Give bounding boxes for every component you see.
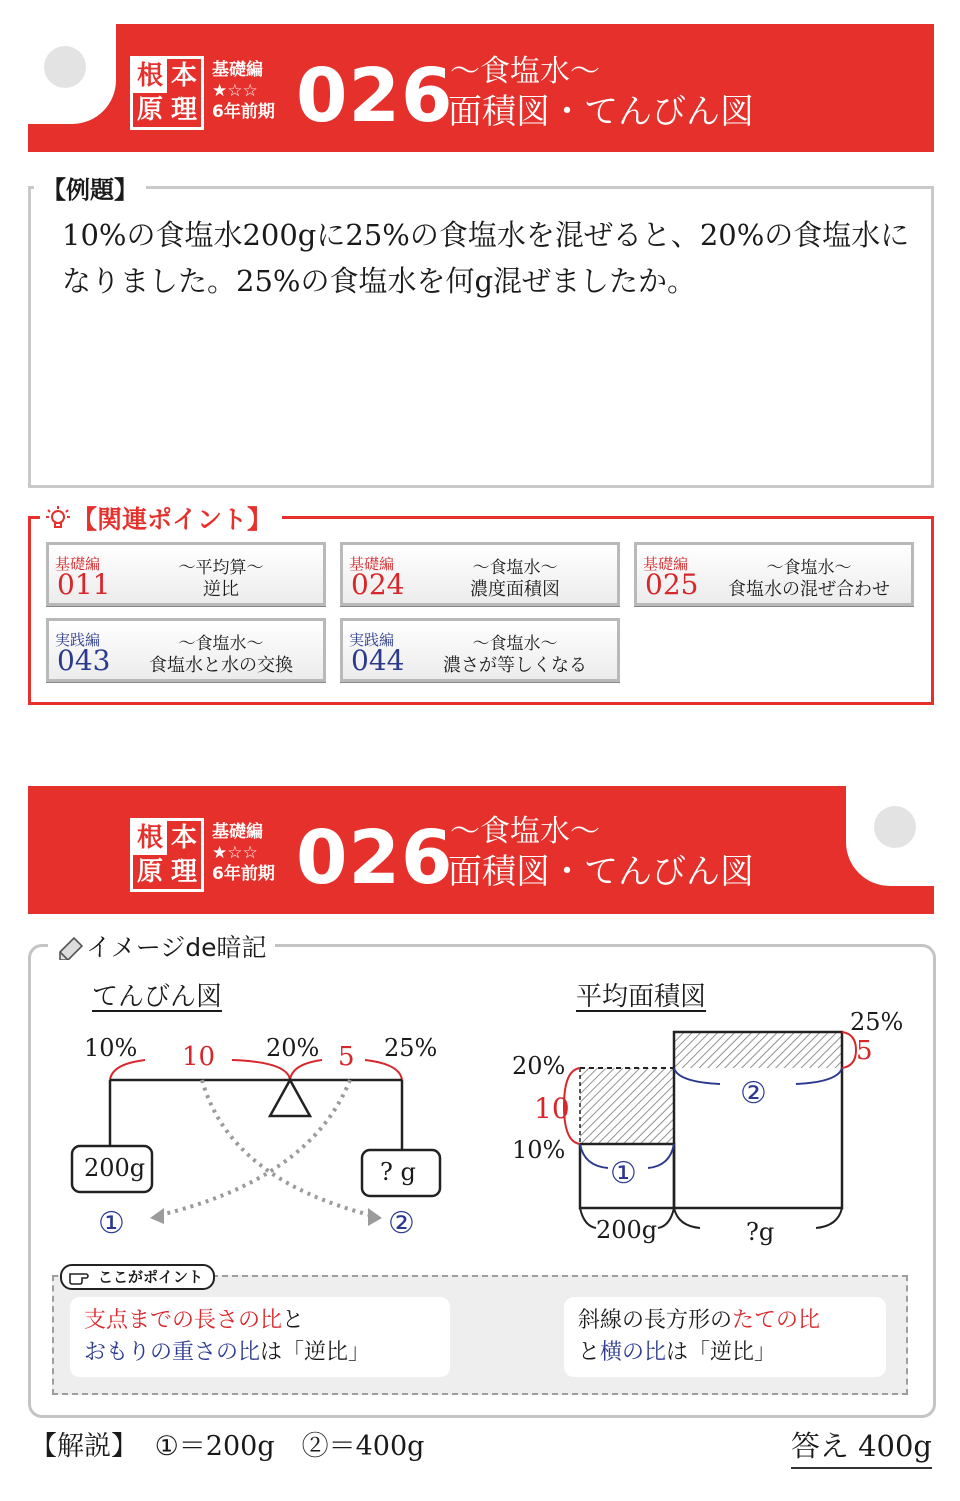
balance-brace-right [290, 1060, 402, 1080]
card-title: 逆比 [203, 579, 239, 600]
card-number: 044 [351, 644, 405, 677]
logo-char: 理 [170, 857, 197, 887]
lesson-subtitle: 〜食塩水〜 [450, 814, 600, 849]
lesson-title: 面積図・てんびん図 [448, 92, 754, 132]
level-grade: 6年前期 [212, 102, 275, 122]
lesson-number: 026 [296, 815, 454, 901]
ratio-right: ② [388, 1206, 415, 1241]
related-label-text: 【関連ポイント】 [72, 505, 273, 534]
logo-char: 原 [136, 857, 163, 887]
logo-char: 根 [133, 59, 167, 93]
explanation-text: ①＝200g ②＝400g [154, 1431, 425, 1462]
weight-left-label: 200g [84, 1154, 146, 1182]
level-stars: ★☆☆ [212, 843, 258, 863]
area-title: 平均面積図 [576, 982, 707, 1012]
point-left-line2 [84, 1337, 436, 1369]
card-subtitle: 〜平均算〜 [178, 558, 264, 578]
area-width-right: ② [740, 1076, 767, 1111]
area-hatch-left [580, 1068, 674, 1144]
lightbulb-icon [44, 504, 72, 532]
card-category: 実践編 [55, 631, 101, 649]
balance-pct-mid: 20% [266, 1034, 320, 1062]
level-name: 基礎編 [212, 60, 263, 80]
area-base-right: ?g [746, 1218, 775, 1246]
example-text: 10%の食塩水200gに25%の食塩水を混ぜると、20%の食塩水になりました。25%の食塩水を何g混ぜましたか。 [62, 218, 910, 298]
card-category: 基礎編 [643, 555, 689, 573]
example-label: 【例題】 [34, 170, 146, 205]
balance-pct-left: 10% [84, 1034, 138, 1062]
lesson-number: 026 [296, 53, 454, 139]
ratio-left: ① [98, 1206, 125, 1241]
level-block-top [212, 60, 275, 123]
logo-char: 根 [133, 821, 167, 855]
balance-title: てんびん図 [92, 982, 223, 1012]
area-height-top: 5 [856, 1036, 873, 1066]
area-brace-left [564, 1068, 580, 1144]
logo-char: 原 [136, 95, 163, 125]
level-stars: ★☆☆ [212, 81, 258, 101]
level-block-bottom [212, 822, 275, 885]
card-number: 011 [57, 568, 111, 601]
explanation [30, 1424, 424, 1463]
balance-brace-left [110, 1060, 290, 1080]
point-left-rest1: と [282, 1308, 305, 1333]
area-pct-10: 10% [512, 1136, 566, 1164]
explanation-label: 【解説】 [30, 1431, 138, 1462]
point-tag-text: ここがポイント [98, 1268, 204, 1286]
point-right-b: と [578, 1340, 601, 1365]
corner-dot-bottom [874, 806, 916, 848]
pointing-hand-icon [68, 1268, 96, 1286]
card-subtitle: 〜食塩水〜 [472, 558, 558, 578]
related-card-024[interactable] [340, 542, 620, 606]
brand-logo-top [130, 56, 204, 130]
arrowhead-right [368, 1208, 382, 1226]
point-left-rest2: は「逆比」 [260, 1340, 371, 1365]
point-right-a: 斜線の長方形の [578, 1308, 733, 1333]
card-number: 025 [645, 568, 699, 601]
logo-char: 本 [170, 61, 197, 91]
area-base-left: 200g [596, 1216, 658, 1244]
point-left-bubble [70, 1297, 450, 1377]
area-brace-right [842, 1032, 856, 1068]
related-card-025[interactable] [634, 542, 914, 606]
corner-dot-top [44, 46, 86, 88]
card-category: 基礎編 [349, 555, 395, 573]
area-pct-20: 20% [512, 1052, 566, 1080]
area-pct-25: 25% [850, 1008, 904, 1036]
area-height-bottom: 10 [534, 1092, 570, 1125]
logo-char: 本 [170, 823, 197, 853]
card-category: 基礎編 [55, 555, 101, 573]
related-card-011[interactable] [46, 542, 326, 606]
answer: 答え 400g [791, 1424, 932, 1469]
point-right-bubble [564, 1297, 886, 1377]
lesson-subtitle: 〜食塩水〜 [450, 54, 600, 89]
point-right-line2 [578, 1337, 872, 1369]
logo-char: 理 [170, 95, 197, 125]
balance-fulcrum [270, 1080, 310, 1116]
card-number: 024 [351, 568, 405, 601]
area-hatch-right [674, 1032, 842, 1068]
card-title: 濃度面積図 [470, 579, 560, 600]
card-category: 実践編 [349, 631, 395, 649]
card-title: 食塩水の混ぜ合わせ [728, 579, 890, 600]
memo-label-text: イメージde暗記 [86, 933, 267, 962]
balance-pct-right: 25% [384, 1034, 438, 1062]
point-right-blue: 横の比 [600, 1340, 667, 1365]
related-card-043[interactable] [46, 618, 326, 682]
card-title: 濃さが等しくなる [443, 655, 587, 676]
memo-label [48, 928, 275, 964]
brand-logo-bottom [130, 818, 204, 892]
balance-arrow-to-left [156, 1080, 350, 1216]
level-grade: 6年前期 [212, 864, 275, 884]
pencil-icon [56, 934, 86, 960]
card-subtitle: 〜食塩水〜 [178, 634, 264, 654]
related-card-044[interactable] [340, 618, 620, 682]
point-left-red: 支点までの長さの比 [84, 1308, 283, 1333]
point-left-blue: おもりの重さの比 [84, 1340, 261, 1365]
point-right-rest: は「逆比」 [666, 1340, 777, 1365]
lesson-title: 面積図・てんびん図 [448, 852, 754, 892]
point-left-line1 [84, 1305, 436, 1337]
card-number: 043 [57, 644, 111, 677]
point-right-line1 [578, 1305, 872, 1337]
weight-right-label: ? g [380, 1158, 416, 1186]
level-name: 基礎編 [212, 822, 263, 842]
card-subtitle: 〜食塩水〜 [472, 634, 558, 654]
related-label [40, 500, 282, 536]
balance-dist-right: 5 [338, 1042, 355, 1072]
point-right-red: たての比 [732, 1308, 821, 1333]
point-tag [60, 1264, 215, 1290]
area-width-left: ① [610, 1156, 637, 1191]
arrowhead-left [150, 1208, 164, 1224]
card-title: 食塩水と水の交換 [149, 655, 293, 676]
balance-dist-left: 10 [182, 1042, 216, 1072]
card-subtitle: 〜食塩水〜 [766, 558, 852, 578]
